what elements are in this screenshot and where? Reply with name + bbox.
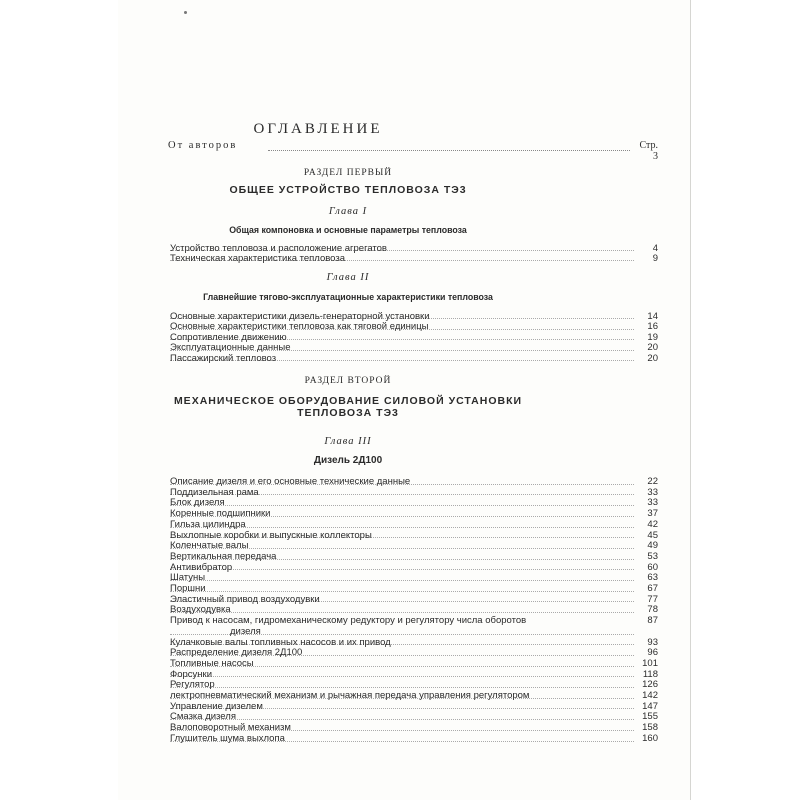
toc-entry-page: 78 — [647, 604, 658, 616]
toc-entry-title: Эластичный привод воздуходувки — [170, 593, 320, 605]
toc-entry-title: Основные характеристики дизель-генераторной установки — [170, 311, 430, 322]
toc-entry-title: лектропневматический механизм и рычажная передача управления регулятором — [170, 690, 530, 702]
toc-entry-title: Распределение дизеля 2Д100 — [170, 647, 303, 659]
chapter-2-label: Глава II — [326, 272, 370, 283]
dot-leader — [170, 634, 634, 635]
part-1-title: ОБЩЕЕ УСТРОЙСТВО ТЕПЛОВОЗА ТЭ3 — [229, 184, 467, 196]
toc-entry-page: 93 — [647, 636, 658, 648]
toc-entry-page: 67 — [647, 583, 658, 595]
toc-heading: ОГЛАВЛЕНИЕ — [253, 121, 383, 137]
toc-entry-page: 20 — [647, 352, 658, 364]
toc-entry-title: Воздуходувка — [170, 604, 231, 616]
toc-entry-title: Основные характеристики тепловоза как тяговой единицы — [170, 321, 429, 333]
toc-entry-page: 60 — [647, 561, 658, 573]
toc-entry-title: Техническая характеристика тепловоза — [170, 253, 345, 264]
toc-entry-title: Поршни — [170, 583, 206, 595]
toc-entry-title: Эксплуатационные данные — [170, 342, 291, 354]
chapter-3-label: Глава III — [324, 436, 372, 447]
preface-label: От авторов — [168, 140, 238, 151]
chapter-2-title: Главнейшие тягово-эксплуатационные характеристики тепловоза — [203, 292, 493, 302]
toc-entry-page: 9 — [652, 253, 658, 264]
toc-entry-title: Привод к насосам, гидромеханическому редуктору и регулятору числа оборотов — [170, 615, 527, 627]
toc-entry-title: Глушитель шума выхлопа — [170, 732, 285, 744]
toc-entry — [170, 354, 658, 364]
preface-page-column — [639, 140, 658, 162]
part-2-title-line-1: МЕХАНИЧЕСКОЕ ОБОРУДОВАНИЕ СИЛОВОЙ УСТАНОВКИ — [173, 395, 523, 407]
preface-leader — [268, 150, 630, 151]
chapter-1-title: Общая компоновка и основные параметры тепловоза — [229, 225, 467, 235]
toc-entry-page: 33 — [647, 486, 658, 498]
dot-leader — [170, 591, 634, 592]
toc-entry-page: 19 — [647, 331, 658, 343]
toc-entry — [170, 254, 658, 264]
toc-entry-title: Выхлопные коробки и выпускные коллекторы — [170, 529, 372, 541]
toc-entry-title: Топливные насосы — [170, 657, 254, 669]
toc-entry — [170, 520, 658, 531]
toc-entry-page: 160 — [642, 732, 658, 744]
toc-entry-title: Коренные подшипники — [170, 508, 271, 520]
toc-entry-page: 4 — [652, 243, 658, 254]
toc-entry-title: Коленчатые валы — [170, 540, 249, 552]
chapter-2-entries — [170, 312, 658, 364]
preface-entry — [168, 139, 658, 163]
dot-leader — [170, 687, 634, 688]
paper-speck — [184, 11, 187, 14]
toc-entry — [170, 659, 658, 670]
toc-entry — [170, 573, 658, 584]
toc-entry-page: 20 — [647, 342, 658, 354]
toc-entry-title: Антивибратор — [170, 561, 233, 573]
toc-entry-title: Описание дизеля и его основные технические данные — [170, 476, 411, 487]
toc-entry-title: Смазка дизеля — [170, 711, 236, 723]
toc-entry-title: Вертикальная передача — [170, 550, 277, 562]
chapter-1-label: Глава I — [328, 206, 368, 217]
toc-entry-page: 53 — [647, 550, 658, 562]
toc-entry — [170, 616, 658, 637]
toc-entry-page: 77 — [647, 593, 658, 605]
toc-entry — [170, 552, 658, 563]
toc-entry — [170, 563, 658, 574]
toc-entry-title-continuation: дизеля — [230, 625, 261, 637]
toc-entry-title: Форсунки — [170, 668, 212, 680]
toc-entry-page: 63 — [647, 572, 658, 584]
dot-leader — [170, 569, 634, 570]
dot-leader — [170, 505, 634, 506]
toc-entry-page: 37 — [647, 508, 658, 520]
toc-entry-page: 96 — [647, 647, 658, 659]
toc-entry — [170, 670, 658, 681]
toc-entry-title: Шатуны — [170, 572, 206, 584]
toc-entry-page: 14 — [647, 311, 658, 322]
toc-entry — [170, 702, 658, 713]
chapter-1-entries — [170, 244, 658, 264]
toc-entry-title: Гильза цилиндра — [170, 518, 246, 530]
toc-entry-page: 147 — [642, 700, 658, 712]
toc-entry-title: Сопротивление движению — [170, 331, 287, 343]
toc-entry-title: Блок дизеля — [170, 497, 225, 509]
chapter-3-title: Дизель 2Д100 — [313, 455, 383, 466]
dot-leader — [170, 676, 634, 677]
toc-entry-page: 87 — [647, 615, 658, 627]
toc-entry-title: Устройство тепловоза и расположение агрегатов — [170, 243, 387, 254]
toc-entry-title: Поддизельная рама — [170, 486, 259, 498]
toc-entry-page: 126 — [642, 679, 658, 691]
toc-entry-page: 101 — [642, 657, 658, 669]
toc-entry-page: 33 — [647, 497, 658, 509]
toc-entry-title: Пассажирский тепловоз — [170, 352, 277, 364]
toc-entry-title: Кулачковые валы топливных насосов и их привод — [170, 636, 391, 648]
part-2-label: РАЗДЕЛ ВТОРОЙ — [304, 376, 392, 386]
toc-entry-page: 16 — [647, 321, 658, 333]
toc-entry-title: Валоповоротный механизм — [170, 722, 291, 734]
toc-entry-page: 42 — [647, 518, 658, 530]
toc-entry-page: 142 — [642, 690, 658, 702]
part-1-label: РАЗДЕЛ ПЕРВЫЙ — [303, 168, 393, 178]
chapter-3-entries — [170, 477, 658, 745]
toc-entry-page: 155 — [642, 711, 658, 723]
dot-leader — [170, 612, 634, 613]
page-column-label: Стр. — [639, 140, 658, 151]
toc-entry-page: 158 — [642, 722, 658, 734]
toc-entry — [170, 488, 658, 499]
toc-entry-page: 118 — [642, 668, 658, 680]
toc-entry — [170, 595, 658, 606]
preface-page: 3 — [653, 151, 658, 162]
toc-entry-page: 22 — [647, 476, 658, 487]
toc-entry-page: 45 — [647, 529, 658, 541]
toc-entry-title: Регулятор — [170, 679, 215, 691]
book-page — [118, 0, 690, 800]
toc-entry-title: Управление дизелем — [170, 700, 263, 712]
part-2-title-line-2: ТЕПЛОВОЗА ТЭ3 — [297, 407, 399, 419]
toc-entry-page: 49 — [647, 540, 658, 552]
dot-leader — [170, 580, 634, 581]
toc-entry — [170, 734, 658, 745]
